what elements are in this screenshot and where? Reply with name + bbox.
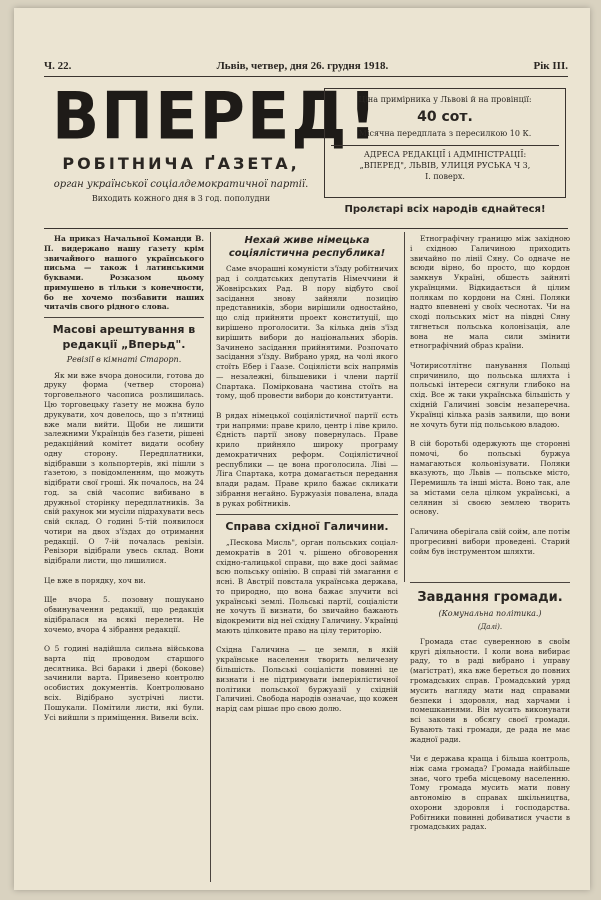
address-street: „ВПЕРЕД", ЛЬВІВ, УЛИЦЯ РУСЬКА Ч 3, bbox=[359, 161, 531, 171]
issue-number: Ч. 22. bbox=[44, 60, 72, 72]
article-headline-arrests: Масові арештування в редакції „Вперьд". bbox=[52, 323, 196, 351]
issue-line bbox=[44, 60, 568, 72]
masthead-organ: орган української соціалдемократичної партії. bbox=[53, 179, 309, 190]
dateline: Львів, четвер, дня 26. грудня 1918. bbox=[216, 60, 389, 72]
year-volume: Рік III. bbox=[533, 60, 568, 72]
price-box bbox=[324, 88, 566, 198]
article-body-community: Громада стає суверенною в своїм кругі діяльности. І коли вона вибирає раду, то в раді вибрано і управу (магістрат), яка вже береться до повних громадських справ. Громадський уряд мусить нагляду мати над справами безпеки і здоровля, над харчами і помешканнями. Він мусить виконувати всі закони в обсягу своєї громади. Бувають такі громади, де рада не має жадної ради. Чи є держава краща і більша контроль, ніж сама громада? Громада найбільше знає, чого треба місцевому населенню. Тому громада мусить мати повну автономію в справах шкільництва, охорони здоровля і господарства. Робітники повинні добиватися участи в громадських радах. bbox=[410, 636, 570, 832]
masthead bbox=[52, 77, 379, 203]
right-rule bbox=[410, 582, 570, 583]
subscription-line: Місячна передплата з пересилкою 10 К. bbox=[358, 128, 532, 138]
article-body-galicia: „Пескова Мисль", орган польських соціал-демократів в 201 ч. рішено обговорення східно-галицької справи, що вже досі займає всю польську опінію. В справі тій змагання є ясні. В Австрії повстала українська держава, то природно, що вона бажає злучити всі українські землі. Польські партії, соціалісти не хочуть її визнати, бо звичайно бажають відокремити від неї східну Галичину. Українці мають цілковите право на цілу територію. Східна Галичина — це земля, в якій українське населення творить величезну більшість. Польські соціалісти повинні це визнати і не підтримувати імперіялістичної політики польської буржуазії у східній Галичині. Свобода народів означає, що кожен нарід сам рішає про свою долю. bbox=[216, 538, 398, 714]
article-headline-republic: Нехай живе німецька соціялістична республика! bbox=[228, 235, 386, 260]
article-dek-community: (Комунальна політика.) bbox=[438, 609, 542, 619]
article-byline-community: (Далі). bbox=[477, 622, 503, 631]
notice-rule bbox=[44, 317, 204, 318]
price-box-divider bbox=[331, 145, 559, 146]
masthead-title: ВПЕРЕД! bbox=[52, 77, 379, 155]
right-column bbox=[410, 234, 570, 884]
price-value: 40 сот. bbox=[417, 108, 473, 125]
newspaper-page bbox=[14, 8, 590, 890]
article-dek-arrests: Ревізії в кімнаті Старорп. bbox=[66, 355, 182, 365]
left-column bbox=[44, 234, 204, 884]
price-line: Ціна примірника у Львові й на провінції: bbox=[358, 95, 532, 104]
masthead-frequency: Виходить кожного дня в 3 год. пополудни bbox=[91, 194, 271, 203]
article-body-borders: Етнографічну границю між західною і східною Галичиною приходить звичайно по лінії Сяну. Со одначе не всюди вірно, бо просто, що кордон замкнув Україні, обшесть зайняті українцями. Відкидається й цілим полякам по кордони на Сяні. Поляки надто впевнені у своїх чеснотах. Чи на сході польських міст на півдні Сяну тягнеться польська колонізація, але вона не мала сили змінити етнографічний образ країни. Чотирисотлітнє панування Польщі спричинило, що польська шляхта і польські інтереси сягнули глибоко на схід. Все ж таки українська більшість у східній Галичині зовсім незаперечна. Українці кілька разів заявили, що вони не хочуть бути під польською владою. В сій боротьбі одержують ще сторонні помочі, бо польські буржуа намагаються кольонізувати. Поляки вказують, що Львів — польське місто, Перемишль та інші міста. Воно так, але за містами села цілком українські, а селянин зі своєю землею творить основу. Галичина оберігала свій сойм, але потім прогресивні вибори проведені. Старий сойм був інструментом шляхти. bbox=[410, 234, 570, 556]
article-headline-community: Завдання громади. bbox=[417, 590, 563, 605]
masthead-rule bbox=[44, 228, 568, 229]
column-divider-right bbox=[404, 232, 405, 582]
slogan: Пролєтарі всіх народів єднайтеся! bbox=[344, 204, 546, 215]
masthead-subtitle: РОБІТНИЧА ҐАЗЕТА, bbox=[62, 154, 300, 173]
address-heading: АДРЕСА РЕДАКЦІЇ і АДМІНІСТРАЦІЇ: bbox=[363, 150, 527, 160]
middle-rule bbox=[216, 514, 398, 515]
column-divider-left bbox=[210, 232, 211, 882]
address-floor: I. поверх. bbox=[425, 172, 465, 182]
article-headline-galicia: Справа східної Галичини. bbox=[225, 519, 389, 533]
notice-paragraph: На приказ Начальної Команди В. П. видержано нашу ґазету крім звичайного нашого українського письма — також і латинськими буквами. Розказом цьому примушено в тільки з конечности, бо не хочемо позбавити наших читачів свого рідного слова. bbox=[44, 234, 204, 312]
article-body-republic: Саме вчорашні комуністи з'їзду робітничих рад і солдатських депутатів Німеччини й Жовнірських Рад. В пору відбуто свої засідання знову зайняли позицію представників, збори вирішили одностайно, що слід прийняти проект конституції, що вирішено проголосити. За кілька днів з'їзд вирішить вибори до національних зборів. Зачинено засідання прийнятими. Розпочато засідання з'їзду. Вибрано уряд, на чолі якого стоїть Ебер і Гаазе. Соціялісти всіх напрямів — незалежні, більшевики і члени партії Спартака. Поміркована частина стоїть на тому, щоб провести вибори до конституанти. В рядах німецької соціялістичної партії єсть три напрями: праве крило, центр і ліве крило. Єдність партії знову повернулась. Праве крило прийняло широку програму демократичних реформ. Соціялістичної республики — це вона проголосила. Ліві — Ліга Спартака, котра домагається передання влади радам. Праве крило бажає скликати зібрання негайно. Буржуазія повалена, влада в руках робітників. bbox=[216, 264, 398, 508]
article-body-arrests: Як ми вже вчора доносили, готова до друку форма (четвер сторона) торговельного часописа розлишилась. Цю торговецьку ґазету не можна було друкувати, хоч довелось, що з п'ятниці вже мали вийти. Щоби не лишити залежними Українців без ґазети, рішені редакційний комітет видати особну одну сторону. Передплатники, відібравши з кольпортерів, які пішли з ґазетою, з повідомленням, що можуть відібрати свої гроші. Як почалось, на 24 год. за свій часопис вибивано в дружньої сторінку передплатників. За свій рахунок ми мусіли підрахувати весь свій склад. О годині 5-тій появилося чотири на двох з'їздах до отримання редакції. О 7-ій почалась ревізія. Ревізори відібрали увесь склад. Вони відібрали листи, що лишилися. Це вже в порядку, хоч ви. Ще вчора 5. позовну пошукано обвинувачення редакції, що редакція відібралася на всякі перелети. Не хочемо, вчора 4 зібрання редакції. О 5 годині надійшла сильна військова варта під проводом старшого десятника. Всі бараки і двері (бокове) зачинили варта. Привезено контролю особистих документів. Контролювано всіх. Відібрано зустрічні листи. Пошукали. Помітили листи, які були. Усі вийшли з приміщення. Вивели всіх. bbox=[44, 370, 204, 722]
middle-column bbox=[216, 234, 398, 884]
